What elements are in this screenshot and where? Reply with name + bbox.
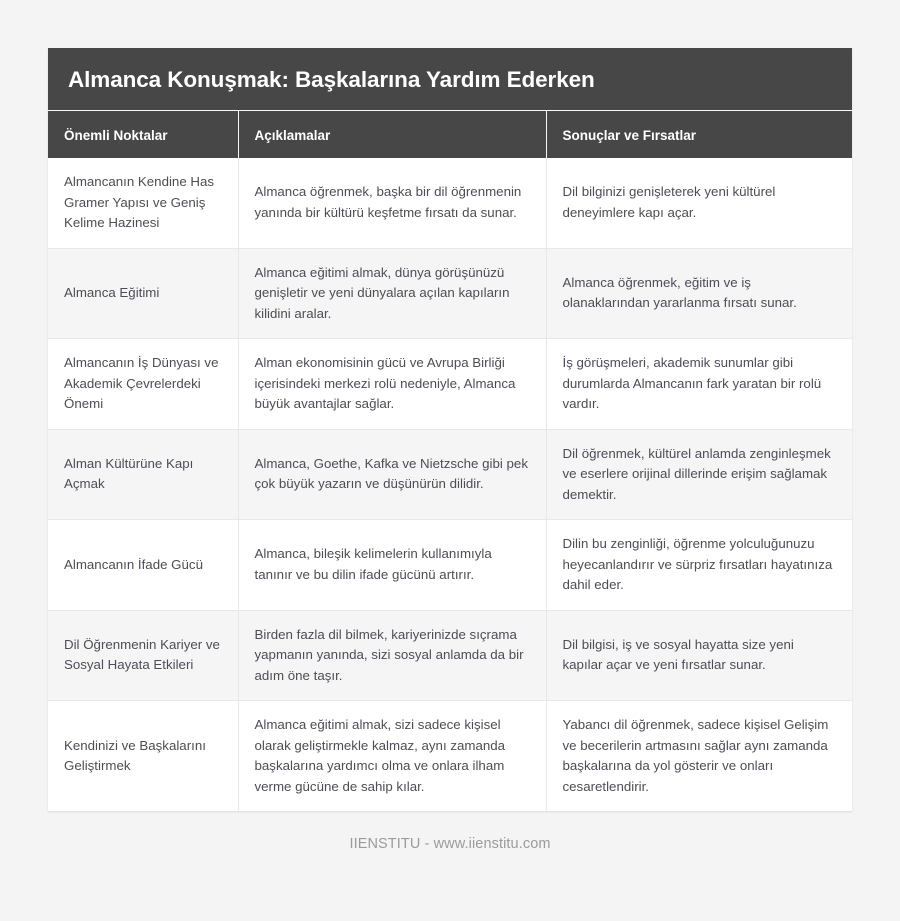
column-header-sonuclar-ve-firsatlar: Sonuçlar ve Fırsatlar [546,111,852,158]
cell-explanation: Almanca eğitimi almak, sizi sadece kişisel olarak geliştirmekle kalmaz, aynı zamanda başkalarına yardımcı olma ve onlara ilham verme gücüne de sahip kılar. [238,701,546,812]
table-row [48,248,852,339]
cell-result: Dil öğrenmek, kültürel anlamda zenginleşmek ve eserlere orijinal dillerinde erişim sağlamak demektir. [546,429,852,520]
column-header-aciklamalar: Açıklamalar [238,111,546,158]
cell-point: Almanca Eğitimi [48,248,238,339]
table-row [48,158,852,248]
cell-result: Dil bilgisi, iş ve sosyal hayatta size yeni kapılar açar ve yeni fırsatlar sunar. [546,610,852,701]
cell-point: Almancanın İş Dünyası ve Akademik Çevrelerdeki Önemi [48,339,238,430]
info-table [48,111,852,811]
cell-point: Almancanın Kendine Has Gramer Yapısı ve Geniş Kelime Hazinesi [48,158,238,248]
table-row [48,339,852,430]
table-header-row [48,111,852,158]
footer-attribution: IIENSTITU - www.iienstitu.com [349,836,551,852]
table-row [48,429,852,520]
cell-explanation: Almanca, bileşik kelimelerin kullanımıyla tanınır ve bu dilin ifade gücünü artırır. [238,520,546,611]
cell-explanation: Almanca, Goethe, Kafka ve Nietzsche gibi pek çok büyük yazarın ve düşünürün dilidir. [238,429,546,520]
cell-result: Dilin bu zenginliği, öğrenme yolculuğunuzu heyecanlandırır ve sürpriz fırsatları hayatınıza dahil eder. [546,520,852,611]
page-title: Almanca Konuşmak: Başkalarına Yardım Ederken [48,48,852,111]
table-row [48,610,852,701]
cell-point: Alman Kültürüne Kapı Açmak [48,429,238,520]
cell-explanation: Almanca eğitimi almak, dünya görüşünüzü genişletir ve yeni dünyalara açılan kapıların kilidini aralar. [238,248,546,339]
cell-point: Almancanın İfade Gücü [48,520,238,611]
cell-result: Dil bilginizi genişleterek yeni kültürel deneyimlere kapı açar. [546,158,852,248]
column-header-onemli-noktalar: Önemli Noktalar [48,111,238,158]
cell-point: Dil Öğrenmenin Kariyer ve Sosyal Hayata Etkileri [48,610,238,701]
cell-explanation: Alman ekonomisinin gücü ve Avrupa Birliği içerisindeki merkezi rolü nedeniyle, Almanca büyük avantajlar sağlar. [238,339,546,430]
table-body [48,158,852,811]
info-table-card [48,48,852,811]
cell-result: Almanca öğrenmek, eğitim ve iş olanaklarından yararlanma fırsatı sunar. [546,248,852,339]
cell-result: İş görüşmeleri, akademik sunumlar gibi durumlarda Almancanın fark yaratan bir rolü vardır. [546,339,852,430]
cell-point: Kendinizi ve Başkalarını Geliştirmek [48,701,238,812]
cell-result: Yabancı dil öğrenmek, sadece kişisel Gelişim ve becerilerin artmasını sağlar aynı zamanda başkalarına da yol gösterir ve onları cesaretlendirir. [546,701,852,812]
cell-explanation: Birden fazla dil bilmek, kariyerinizde sıçrama yapmanın yanında, sizi sosyal anlamda da bir adım öne taşır. [238,610,546,701]
table-row [48,520,852,611]
cell-explanation: Almanca öğrenmek, başka bir dil öğrenmenin yanında bir kültürü keşfetme fırsatı da sunar. [238,158,546,248]
table-row [48,701,852,812]
table-header [48,111,852,158]
